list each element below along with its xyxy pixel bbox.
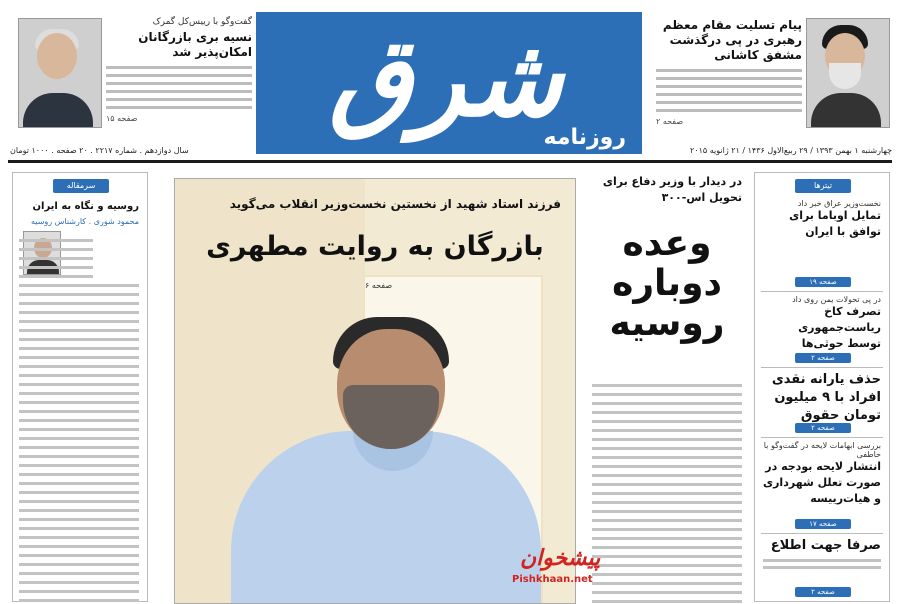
brief-page: صفحه ۱۷ (795, 519, 851, 529)
top-right-body (656, 69, 802, 112)
lead-story[interactable] (592, 172, 742, 602)
top-left-headline[interactable]: نسیه بری بازرگانان امکان‌پذیر شد (138, 30, 252, 59)
watermark-url[interactable]: Pishkhaan.net (512, 574, 593, 585)
headlines-column[interactable] (754, 172, 890, 602)
center-headline[interactable]: بازرگان به روایت مطهری (206, 231, 544, 262)
headlines-tag: تیترها (795, 179, 851, 193)
brief-kicker: نخست‌وزیر عراق خبر داد (797, 199, 881, 208)
masthead-logo (256, 12, 642, 154)
editorial-tag: سرمقاله (53, 179, 109, 193)
brief-headline[interactable]: انتشار لایحه بودجه در صورت تعلل شهرداری و هیات‌رییسه (763, 460, 881, 505)
brief-page: صفحه ۲ (795, 587, 851, 597)
leader-photo (806, 18, 890, 128)
brief-item[interactable] (763, 295, 881, 352)
lead-kicker: در دیدار با وزیر دفاع برای تحویل اس-۳۰۰ (602, 175, 742, 204)
top-left-body (106, 66, 252, 109)
watermark-logo: پیشخوان (520, 546, 601, 571)
top-right-story[interactable] (656, 14, 898, 146)
brief-kicker: بررسی ابهامات لایحه در گفت‌وگو با حاطفی (763, 441, 881, 459)
brief-item[interactable] (763, 199, 881, 240)
top-left-kicker: گفت‌وگو با رییس‌کل گمرک (152, 17, 252, 27)
brief-item[interactable] (763, 371, 881, 425)
editorial-column[interactable] (12, 172, 148, 602)
brief-page: صفحه ۲ (795, 353, 851, 363)
brief-item[interactable] (763, 537, 881, 573)
brief-page: صفحه ۲ (795, 423, 851, 433)
center-kicker: فرزند استاد شهید از نخستین نخست‌وزیر انقلاب می‌گوید (229, 197, 561, 211)
lead-body (592, 378, 742, 604)
top-right-headline[interactable]: پیام تسلیت مقام معظم رهبری در پی درگذشت مشفق کاشانی (662, 18, 802, 62)
lead-headline[interactable]: وعده دوباره روسیه (609, 223, 725, 344)
brief-headline[interactable]: حذف یارانه نقدی افراد با ۹ میلیون تومان حقوق (771, 372, 881, 423)
brief-kicker: در پی تحولات یمن روی داد (792, 295, 881, 304)
brief-headline[interactable]: تصرف کاخ ریاست‌جمهوری توسط حوثی‌ها (798, 305, 881, 350)
issue-info: سال دوازدهم . شماره ۲۲۱۷ . ۲۰ صفحه . ۱۰۰۰ تومان (10, 146, 189, 155)
brief-page: صفحه ۱۹ (795, 277, 851, 287)
top-left-page: صفحه ۱۵ (106, 114, 138, 123)
brief-item[interactable] (763, 441, 881, 507)
customs-chief-photo (18, 18, 102, 128)
brief-headline[interactable]: تمایل اوباما برای توافق با ایران (789, 209, 881, 238)
logo-title: شرق (329, 15, 563, 141)
center-feature[interactable] (174, 178, 576, 604)
top-right-page: صفحه ۲ (656, 117, 684, 126)
masthead-rule (8, 160, 892, 163)
top-left-story[interactable] (10, 14, 252, 146)
issue-date: چهارشنبه ۱ بهمن ۱۳۹۳ / ۲۹ ربیع‌الاول ۱۴۳۶ / ۲۱ ژانویه ۲۰۱۵ (690, 146, 892, 155)
brief-headline[interactable]: صرفا جهت اطلاع (770, 538, 881, 553)
editorial-title[interactable]: روسیه و نگاه به ایران (32, 201, 139, 212)
logo-subtitle: روزنامه (543, 125, 626, 150)
center-page: صفحه ۶ (365, 281, 393, 290)
editorial-author: محمود شوری . کارشناس روسیه (30, 217, 139, 226)
editorial-body (19, 233, 139, 604)
